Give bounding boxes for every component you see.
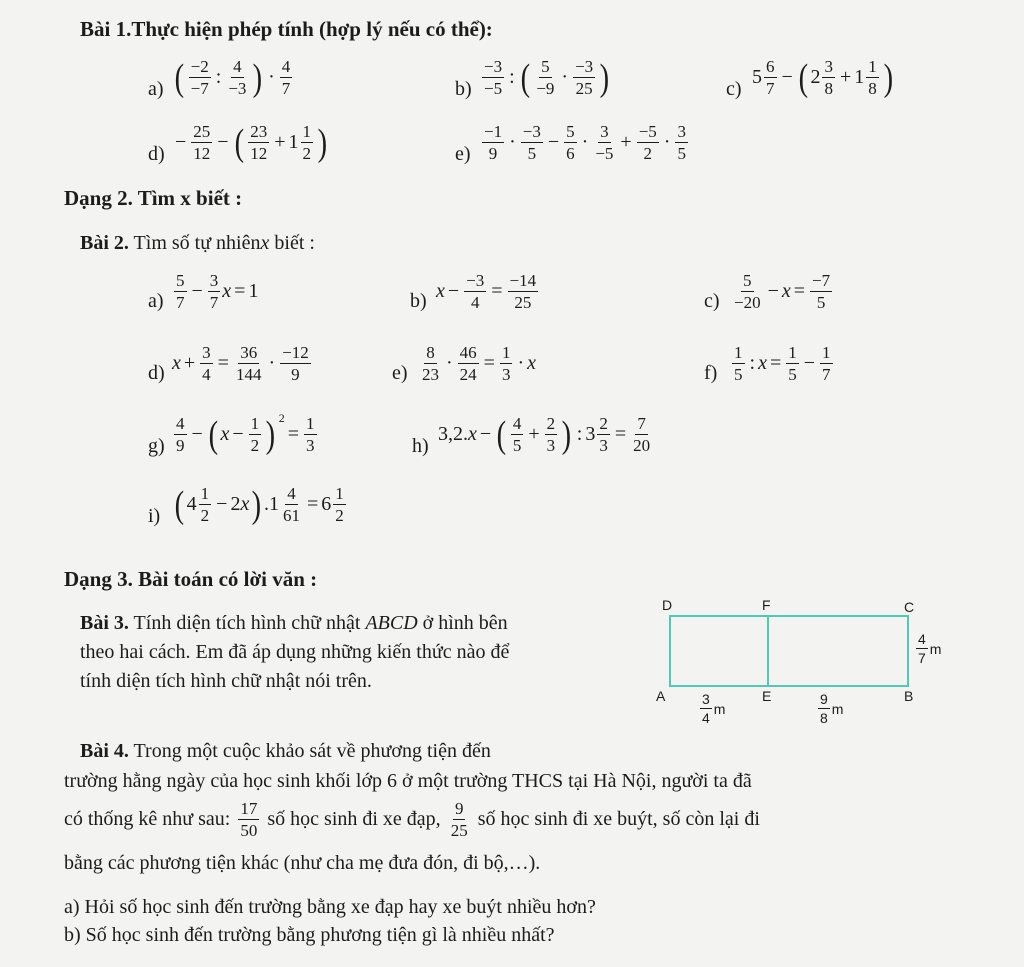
bai1-expr-a: ( −2 −7 : 4 −3 ) · 4 7 bbox=[174, 56, 291, 99]
bai3-line3: tính diện tích hình chữ nhật nói trên. bbox=[80, 670, 372, 692]
fraction-9-25: 9 25 bbox=[450, 799, 468, 840]
bai3-text1: Tính diện tích hình chữ nhật bbox=[133, 612, 361, 634]
bai4-question-a: a) Hỏi số học sinh đến trường bằng xe đạp hay xe buýt nhiều hơn? bbox=[64, 896, 596, 918]
bai4-line2: trường hằng ngày của học sinh khối lớp 6 ở một trường THCS tại Hà Nội, người ta đã bbox=[64, 770, 752, 792]
bai2-label-d: d) bbox=[148, 362, 165, 384]
bai1-label-e: e) bbox=[455, 143, 471, 165]
bai1-expr-c: 5 6 7 − ( 2 3 8 + 1 1 8 ) bbox=[752, 56, 893, 99]
bai1-label-c: c) bbox=[726, 78, 742, 100]
bai3-line2: theo hai cách. Em đã áp dụng những kiến thức nào để bbox=[80, 641, 510, 663]
bai2-label-c: c) bbox=[704, 290, 720, 312]
bai1-label-d: d) bbox=[148, 143, 165, 165]
bai3-line1 bbox=[80, 612, 508, 635]
bai3-text1b: ở hình bên bbox=[422, 612, 508, 634]
point-d-label: D bbox=[662, 597, 673, 613]
length-cb: 4 7 m bbox=[918, 631, 942, 666]
bai2-expr-b: x − $\frac{-3}{4}$ = $\frac{-14}{25}$ bbox=[436, 271, 537, 312]
point-c-label: C bbox=[904, 599, 915, 615]
bai4-line4: bằng các phương tiện khác (như cha mẹ đưa đón, đi bộ,…). bbox=[64, 852, 541, 874]
bai3-abcd: ABCD bbox=[365, 612, 418, 634]
bai1-title: Bài 1.Thực hiện phép tính (hợp lý nếu có thể): bbox=[80, 17, 493, 41]
point-b-label: B bbox=[904, 688, 914, 704]
length-ae: 3 4 m bbox=[702, 691, 726, 726]
bai4-text1: Trong một cuộc khảo sát về phương tiện đến bbox=[133, 740, 491, 762]
bai1-expr-d: − $\frac{25}{12}$ − ( 23 12 + 1 1 2 ) bbox=[175, 121, 328, 164]
bai3-bold: Bài 3. bbox=[80, 612, 129, 634]
bai4-question-b: b) Số học sinh đến trường bằng phương tiện gì là nhiều nhất? bbox=[64, 924, 555, 946]
bai2-label-i: i) bbox=[148, 505, 161, 527]
bai4-bold: Bài 4. bbox=[80, 740, 129, 762]
bai2-bold: Bài 2. bbox=[80, 232, 129, 254]
bai2-label-f: f) bbox=[704, 362, 718, 384]
bai2-text: Tìm số tự nhiên bbox=[133, 232, 261, 254]
bai2-expr-c: 5 −20 − x = $\frac{-7}{5}$ bbox=[734, 271, 831, 312]
bai2-tail: biết : bbox=[274, 232, 315, 254]
bai4-text3a: có thống kê như sau: bbox=[64, 808, 231, 830]
rectangle-figure-svg bbox=[650, 594, 930, 734]
bai1-expr-e: −1 9 · −3 5 − $\frac{5}{6}$ · 3 −5 + $\frac{-5}{2}$ · 3 5 bbox=[484, 122, 686, 163]
length-eb: 9 8 m bbox=[820, 691, 844, 726]
bai2-label-b: b) bbox=[410, 290, 427, 312]
bai2-expr-i: ( 4 1 2 − 2 x ) .1 $\frac{4}{61}$ = 6 1 2 bbox=[174, 483, 344, 526]
point-e-label: E bbox=[762, 688, 772, 704]
bai1-expr-b: −3 −5 : ( 5 −9 · −3 25 ) bbox=[484, 56, 610, 99]
rectangle-abcd bbox=[670, 616, 908, 686]
bai2-expr-h: 3,2. x − ( 4 5 + $\frac{2}{3}$ ) : 3 $\frac{2}{3}$ = $\frac{7}{20}$ bbox=[438, 413, 651, 456]
point-a-label: A bbox=[656, 688, 666, 704]
bai2-label-e: e) bbox=[392, 362, 408, 384]
point-f-label: F bbox=[762, 597, 771, 613]
bai2-label-g: g) bbox=[148, 435, 165, 457]
bai4-text3b: số học sinh đi xe đạp, bbox=[267, 808, 441, 830]
dang2-title: Dạng 2. Tìm x biết : bbox=[64, 186, 243, 210]
bai2-statement bbox=[80, 232, 315, 255]
bai2-expr-f: 1 5 : x = $\frac{1}{5}$ − $\frac{1}{7}$ bbox=[734, 343, 831, 384]
dang3-title: Dạng 3. Bài toán có lời văn : bbox=[64, 567, 318, 591]
bai2-expr-g: 4 9 − ( x − $\frac{1}{2}$ ) 2 = $\frac{1}{3}$ bbox=[176, 411, 315, 456]
bai2-expr-d: x + $\frac{3}{4}$ = $\frac{36}{144}$ · −12 9 bbox=[172, 343, 309, 384]
bai2-label-a: a) bbox=[148, 290, 164, 312]
bai1-label-a: a) bbox=[148, 78, 164, 100]
bai1-label-b: b) bbox=[455, 78, 472, 100]
bai2-expr-a: 5 7 − $\frac{3}{7}$ x = 1 bbox=[176, 271, 259, 312]
fraction-17-50: 17 50 bbox=[240, 799, 258, 840]
bai2-var: x bbox=[260, 232, 270, 254]
bai4-line3 bbox=[64, 800, 760, 839]
bai4-text3c: số học sinh đi xe buýt, số còn lại đi bbox=[477, 808, 760, 830]
bai4-line1 bbox=[80, 740, 491, 763]
bai2-label-h: h) bbox=[412, 435, 429, 457]
bai2-expr-e: 8 23 · $\frac{46}{24}$ = $\frac{1}{3}$ · x bbox=[422, 343, 537, 384]
rectangle-figure bbox=[650, 594, 942, 734]
